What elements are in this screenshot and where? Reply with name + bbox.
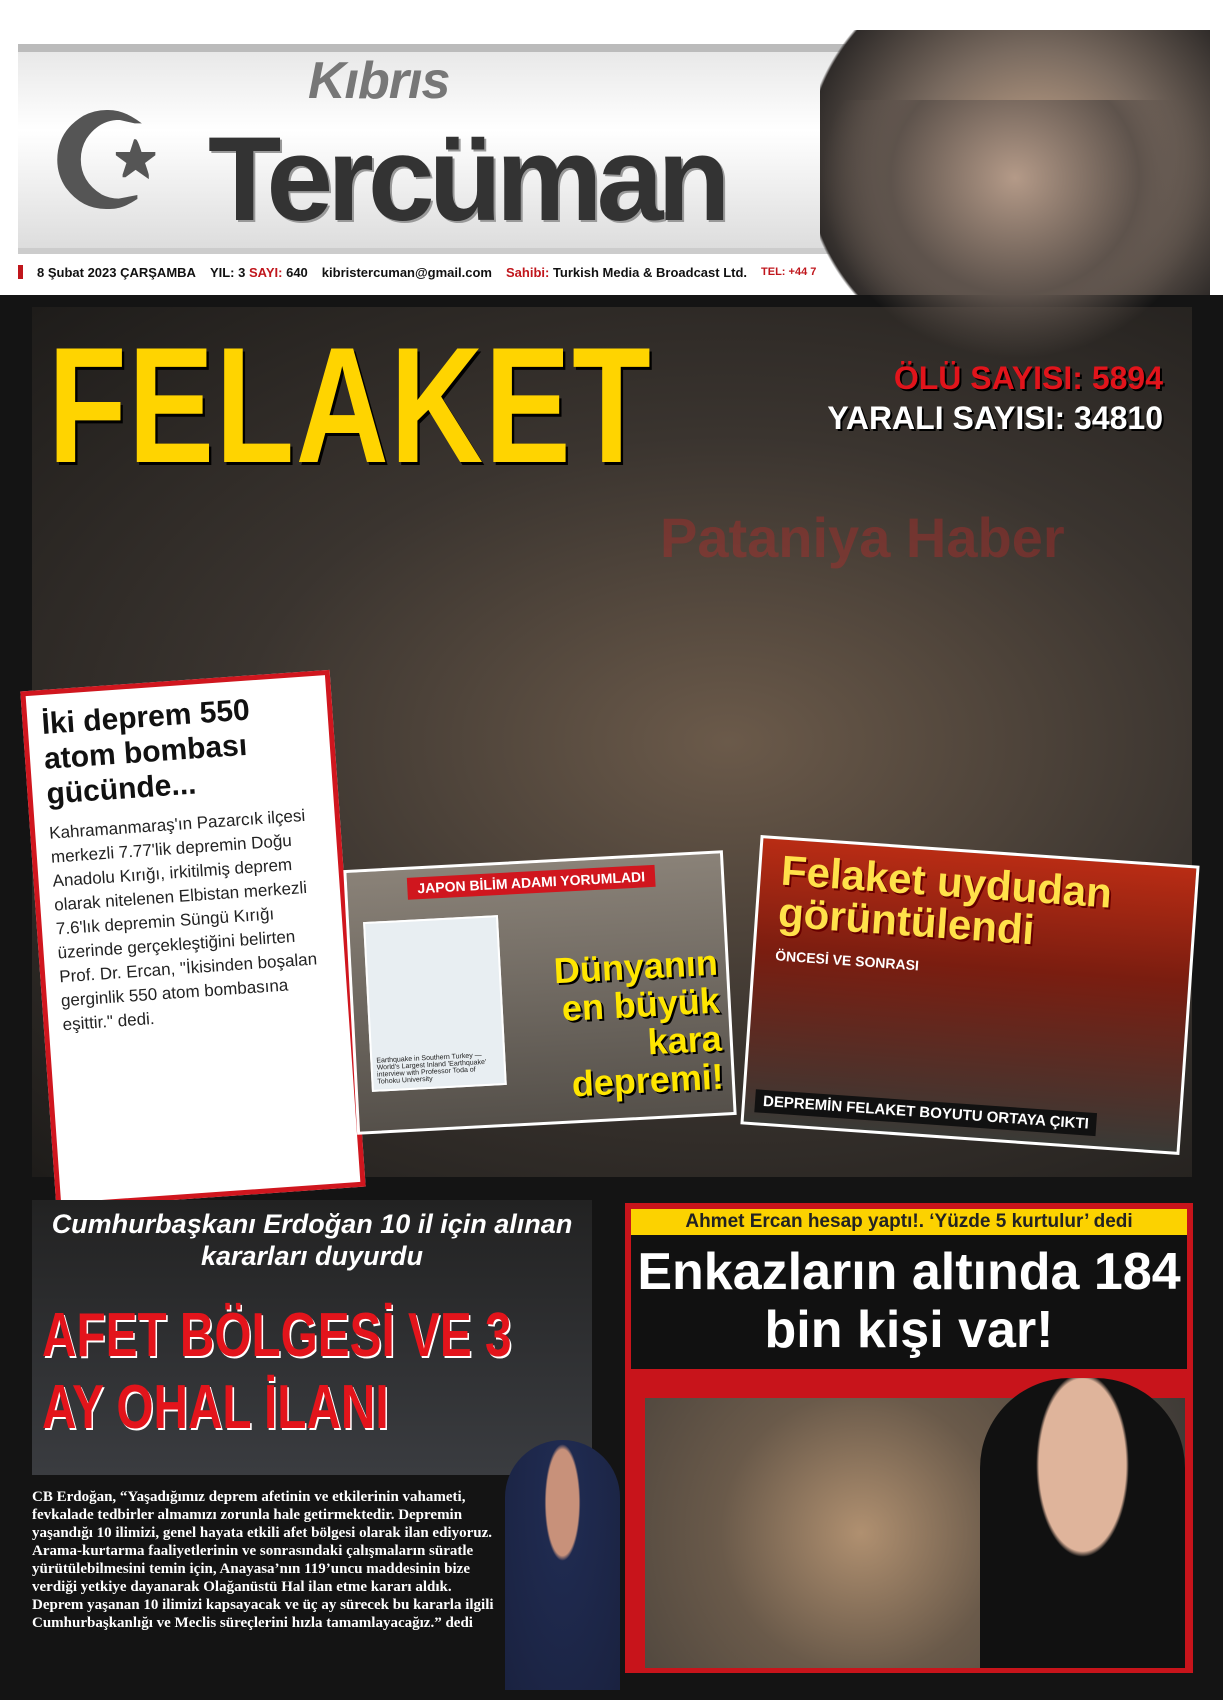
masthead	[18, 44, 923, 254]
owner-label: Sahibi:	[505, 264, 550, 280]
map-thumbnail: Earthquake in Southern Turkey — World's Largest Inland 'Earthquake' interview with Professor Toda of Tohoku University	[363, 915, 507, 1092]
email: kibristercuman@gmail.com	[321, 264, 492, 280]
ercan-photo	[980, 1378, 1185, 1668]
story-title: İki deprem 550 atom bombası gücünde...	[40, 693, 251, 811]
crescent-star-logo-icon: ☪	[48, 89, 165, 235]
tel: TEL: +44 7	[761, 266, 817, 278]
ercan-story	[625, 1203, 1193, 1673]
lead-headline: FELAKET	[48, 313, 653, 497]
kicker: Ahmet Ercan hesap yaptı!. ‘Yüzde 5 kurtulur’ dedi	[631, 1209, 1187, 1235]
death-count: ÖLÜ SAYISI: 5894	[893, 360, 1163, 396]
issue-label: SAYI:	[248, 264, 283, 280]
inset-tag: JAPON BİLİM ADAMI YORUMLADI	[407, 865, 656, 900]
erdogan-story-body: CB Erdoğan, “Yaşadığımız deprem afetinin ve etkilerinin vahameti, fevkalade tedbirler almamızı zorunla hale getirmektedir. Depremin yaşandığı 10 ilimizi, genel hayata etkili afet bölgesi olarak ilan ediyoruz. Arama-kurtarma faaliyetlerinin ve sonrasındaki çalışmaların süratle yürütülebilmesini temin için, Anayasa’nın 119’uncu maddesinin bize verdiği yetkiye dayanarak Olağanüstü Hal ilan etme kararı aldık. Deprem yaşanan 10 ilimizi kapsayacak ve üç ay sürecek bu kararla ilgili Cumhurbaşkanlığı ve Meclis süreçlerini hızla tamamlayacağız.” dedi	[32, 1489, 494, 1631]
headline: Enkazların altında 184 bin kişi var!	[631, 1235, 1187, 1369]
inset-headline: Felaket uydudan görüntülendi	[776, 846, 1114, 954]
year: 3	[238, 264, 246, 280]
japanese-scientist-inset	[343, 850, 736, 1135]
logo-small-text: Kıbrıs	[308, 52, 450, 110]
year-label: YIL:	[209, 264, 235, 280]
erdogan-photo	[505, 1440, 620, 1690]
info-bar	[18, 262, 816, 282]
satellite-inset	[740, 835, 1199, 1155]
year-issue	[210, 265, 308, 280]
date: 8 Şubat 2023 ÇARŞAMBA	[37, 264, 196, 280]
inset-bottom: DEPREMİN FELAKET BOYUTU ORTAYA ÇIKTI	[754, 1089, 1097, 1136]
story-body: Kahramanmaraş'ın Pazarcık ilçesi merkezli 7.77'lik depremin Doğu Anadolu Kırığı, irkitilmiş deprem olarak nitelenen Elbistan merkezli 7.6'lık depremin Süngü Kırığı üzerinde gerçekleştiğini belirten Prof. Dr. Ercan, "İkisinden boşalan gerginlik 550 atom bombasına eşittir." dedi.	[48, 805, 318, 1035]
inset-headline: Dünyanın en büyük kara depremi!	[552, 941, 725, 1105]
erdogan-story-header	[32, 1200, 592, 1475]
injured-count: YARALI SAYISI: 34810	[827, 400, 1163, 436]
logo-big-text: Tercüman	[208, 112, 725, 246]
atom-bomb-story	[20, 670, 365, 1208]
owner: Turkish Media & Broadcast Ltd.	[552, 264, 748, 280]
issue: 640	[286, 264, 308, 280]
inset-sub: ÖNCESİ VE SONRASI	[774, 947, 920, 974]
grieving-women-photo-lower	[820, 100, 1210, 360]
watermark: Pataniya Haber	[660, 506, 1065, 569]
kicker: Cumhurbaşkanı Erdoğan 10 il için alınan kararları duyurdu	[51, 1209, 573, 1271]
red-bar-icon	[18, 265, 23, 279]
headline: AFET BÖLGESİ VE 3 AY OHAL İLANI	[42, 1301, 512, 1442]
